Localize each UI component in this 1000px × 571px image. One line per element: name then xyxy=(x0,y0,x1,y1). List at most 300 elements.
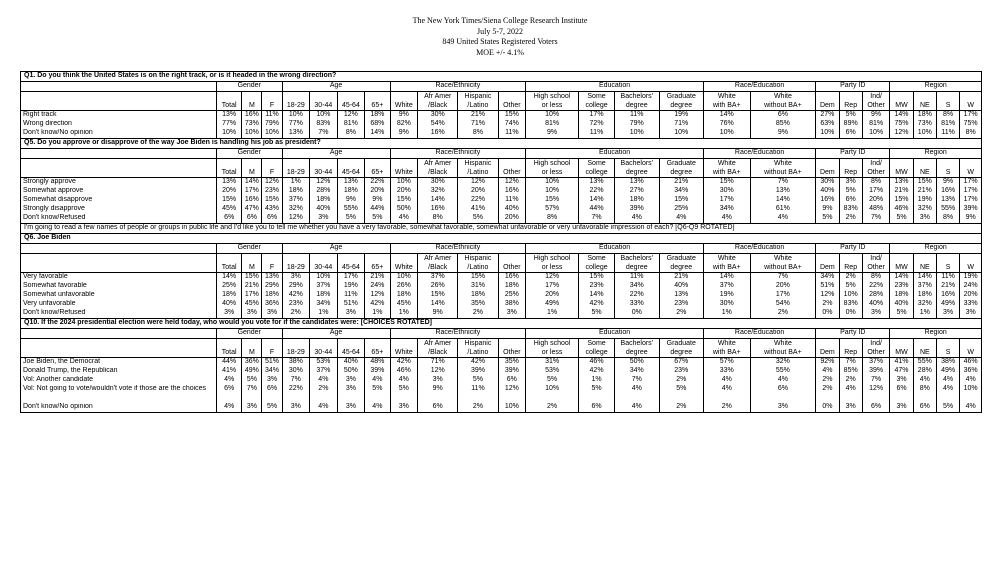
cell-value: 77% xyxy=(216,120,241,129)
cell-value: 4% xyxy=(390,376,418,385)
cell-value: 4% xyxy=(615,385,659,403)
cell-value: 15% xyxy=(579,273,615,283)
cell-value: 21% xyxy=(936,282,959,291)
cell-value: 33% xyxy=(960,300,982,309)
cell-value: 8% xyxy=(862,273,890,283)
cell-value: 12% xyxy=(458,178,498,188)
cell-value: 63% xyxy=(816,120,839,129)
column-header: Afr Amer /Black xyxy=(418,254,458,273)
cell-value: 17% xyxy=(703,196,750,205)
cell-value: 40% xyxy=(310,205,338,214)
cell-value: 27% xyxy=(816,111,839,121)
row-label: Don't know/No opinion xyxy=(21,129,217,139)
column-header: 18-29 xyxy=(282,339,310,358)
cell-value: 10% xyxy=(816,129,839,139)
cell-value: 40% xyxy=(659,282,703,291)
cell-value: 21% xyxy=(458,111,498,121)
group-header: Race/Education xyxy=(703,329,815,339)
cell-value: 22% xyxy=(579,187,615,196)
cell-value: 16% xyxy=(936,187,959,196)
cell-value: 29% xyxy=(262,282,282,291)
cell-value: 14% xyxy=(365,129,390,139)
row-label: Right track xyxy=(21,111,217,121)
cell-value: 14% xyxy=(703,273,750,283)
cell-value: 67% xyxy=(659,358,703,368)
cell-value: 18% xyxy=(458,291,498,300)
cell-value: 22% xyxy=(365,178,390,188)
cell-value: 10% xyxy=(703,129,750,139)
cell-value: 3% xyxy=(310,214,338,224)
cell-value: 9% xyxy=(365,196,390,205)
column-header: Other xyxy=(498,92,526,111)
cell-value: 21% xyxy=(242,282,262,291)
column-header: S xyxy=(936,159,959,178)
cell-value: 15% xyxy=(913,178,936,188)
cell-value: 2% xyxy=(526,403,579,413)
column-header: Other xyxy=(498,254,526,273)
cell-value: 53% xyxy=(310,358,338,368)
cell-value: 4% xyxy=(365,376,390,385)
cell-value: 31% xyxy=(458,282,498,291)
cell-value: 55% xyxy=(936,205,959,214)
cell-value: 4% xyxy=(936,376,959,385)
cell-value: 34% xyxy=(310,300,338,309)
column-header: 65+ xyxy=(365,159,390,178)
cell-value: 16% xyxy=(242,111,262,121)
column-header: Total xyxy=(216,339,241,358)
column-header: High school or less xyxy=(526,339,579,358)
table-row xyxy=(21,111,982,121)
cell-value: 14% xyxy=(703,111,750,121)
cell-value: 21% xyxy=(659,273,703,283)
label-header-blank xyxy=(21,244,217,254)
cell-value: 15% xyxy=(659,196,703,205)
cell-value: 81% xyxy=(936,120,959,129)
cell-value: 57% xyxy=(703,358,750,368)
cell-value: 7% xyxy=(579,214,615,224)
cell-value: 5% xyxy=(839,282,862,291)
cell-value: 3% xyxy=(242,403,262,413)
cell-value: 3% xyxy=(839,403,862,413)
cell-value: 1% xyxy=(365,309,390,319)
cell-value: 10% xyxy=(526,111,579,121)
cell-value: 4% xyxy=(615,214,659,224)
cell-value: 6% xyxy=(216,385,241,403)
cell-value: 10% xyxy=(216,129,241,139)
cell-value: 3% xyxy=(242,309,262,319)
crosstab-table xyxy=(20,71,982,413)
cell-value: 72% xyxy=(579,120,615,129)
column-header: Some college xyxy=(579,159,615,178)
cell-value: 40% xyxy=(498,205,526,214)
cell-value: 30% xyxy=(703,300,750,309)
cell-value: 7% xyxy=(615,376,659,385)
cell-value: 22% xyxy=(615,291,659,300)
cell-value: 44% xyxy=(216,358,241,368)
cell-value: 42% xyxy=(365,300,390,309)
column-header: Rep xyxy=(839,339,862,358)
column-header: Other xyxy=(498,339,526,358)
cell-value: 36% xyxy=(262,300,282,309)
cell-value: 18% xyxy=(390,291,418,300)
cell-value: 9% xyxy=(526,129,579,139)
cell-value: 17% xyxy=(579,111,615,121)
cell-value: 10% xyxy=(839,291,862,300)
column-header: Hispanic /Latino xyxy=(458,254,498,273)
cell-value: 10% xyxy=(310,273,338,283)
question-row xyxy=(21,234,982,244)
cell-value: 17% xyxy=(960,187,982,196)
cell-value: 22% xyxy=(282,385,310,403)
cell-value: 37% xyxy=(913,282,936,291)
cell-value: 31% xyxy=(526,358,579,368)
cell-value: 37% xyxy=(418,273,458,283)
cell-value: 13% xyxy=(936,196,959,205)
cell-value: 10% xyxy=(960,385,982,403)
cell-value: 22% xyxy=(458,196,498,205)
column-header: W xyxy=(960,339,982,358)
group-header: Party ID xyxy=(816,82,890,92)
row-label: Very unfavorable xyxy=(21,300,217,309)
cell-value: 41% xyxy=(458,205,498,214)
cell-value: 21% xyxy=(659,178,703,188)
cell-value: 57% xyxy=(526,205,579,214)
cell-value: 50% xyxy=(390,205,418,214)
cell-value: 14% xyxy=(890,273,913,283)
column-header: F xyxy=(262,339,282,358)
cell-value: 6% xyxy=(262,385,282,403)
cell-value: 5% xyxy=(579,385,615,403)
column-header: High school or less xyxy=(526,92,579,111)
cell-value: 46% xyxy=(579,358,615,368)
column-header: Bachelors' degree xyxy=(615,339,659,358)
cell-value: 42% xyxy=(458,358,498,368)
column-header: White without BA+ xyxy=(750,254,816,273)
cell-value: 35% xyxy=(458,300,498,309)
cell-value: 2% xyxy=(282,309,310,319)
cell-value: 73% xyxy=(242,120,262,129)
column-header: S xyxy=(936,92,959,111)
cell-value: 1% xyxy=(282,178,310,188)
label-header-blank xyxy=(21,329,217,339)
cell-value: 10% xyxy=(526,187,579,196)
cell-value: 27% xyxy=(615,187,659,196)
column-header: High school or less xyxy=(526,254,579,273)
cell-value: 2% xyxy=(750,309,816,319)
row-label: Donald Trump, the Republican xyxy=(21,367,217,376)
cell-value: 49% xyxy=(936,367,959,376)
cell-value: 7% xyxy=(310,129,338,139)
cell-value: 21% xyxy=(365,273,390,283)
cell-value: 33% xyxy=(615,300,659,309)
cell-value: 3% xyxy=(216,309,241,319)
table-row xyxy=(21,385,982,403)
cell-value: 40% xyxy=(862,300,890,309)
column-header: 18-29 xyxy=(282,159,310,178)
cell-value: 14% xyxy=(913,273,936,283)
cell-value: 8% xyxy=(526,214,579,224)
cell-value: 1% xyxy=(390,309,418,319)
cell-value: 3% xyxy=(862,309,890,319)
cell-value: 11% xyxy=(615,111,659,121)
cell-value: 83% xyxy=(839,205,862,214)
cell-value: 36% xyxy=(960,367,982,376)
cell-value: 49% xyxy=(936,300,959,309)
column-header: Total xyxy=(216,159,241,178)
cell-value: 22% xyxy=(862,282,890,291)
cell-value: 76% xyxy=(703,120,750,129)
cell-value: 38% xyxy=(498,300,526,309)
cell-value: 3% xyxy=(890,403,913,413)
column-header: Some college xyxy=(579,92,615,111)
table-row xyxy=(21,282,982,291)
column-header: Dem xyxy=(816,254,839,273)
group-header-row xyxy=(21,329,982,339)
cell-value: 82% xyxy=(390,120,418,129)
column-header: 30-44 xyxy=(310,159,338,178)
row-label: Strongly disapprove xyxy=(21,205,217,214)
cell-value: 4% xyxy=(703,214,750,224)
cell-value: 10% xyxy=(615,129,659,139)
column-header: S xyxy=(936,254,959,273)
column-header: 65+ xyxy=(365,254,390,273)
cell-value: 12% xyxy=(498,385,526,403)
cell-value: 2% xyxy=(839,214,862,224)
column-header: White xyxy=(390,159,418,178)
cell-value: 5% xyxy=(262,403,282,413)
cell-value: 4% xyxy=(750,376,816,385)
cell-value: 38% xyxy=(282,358,310,368)
column-header: Graduate degree xyxy=(659,254,703,273)
cell-value: 3% xyxy=(337,385,365,403)
column-header: M xyxy=(242,159,262,178)
cell-value: 15% xyxy=(390,196,418,205)
cell-value: 6% xyxy=(242,214,262,224)
row-label: Somewhat disapprove xyxy=(21,196,217,205)
cell-value: 81% xyxy=(862,120,890,129)
question-row-text: Q1. Do you think the United States is on the right track, or is it headed in the wrong direction? xyxy=(21,72,982,82)
cell-value: 3% xyxy=(282,273,310,283)
column-header: 45-64 xyxy=(337,254,365,273)
column-header: W xyxy=(960,159,982,178)
column-header: White with BA+ xyxy=(703,254,750,273)
column-header: NE xyxy=(913,92,936,111)
cell-value: 10% xyxy=(862,129,890,139)
cell-value: 50% xyxy=(615,358,659,368)
question-row-text: Q5. Do you approve or disapprove of the way Joe Biden is handling his job as president? xyxy=(21,139,982,149)
cell-value: 10% xyxy=(498,403,526,413)
cell-value: 2% xyxy=(816,376,839,385)
group-header-row xyxy=(21,244,982,254)
cell-value: 1% xyxy=(579,376,615,385)
cell-value: 17% xyxy=(242,187,262,196)
cell-value: 2% xyxy=(816,385,839,403)
cell-value: 11% xyxy=(579,129,615,139)
cell-value: 18% xyxy=(310,196,338,205)
column-header: White without BA+ xyxy=(750,339,816,358)
group-header: Gender xyxy=(216,149,282,159)
cell-value: 6% xyxy=(750,385,816,403)
column-header: White without BA+ xyxy=(750,159,816,178)
cell-value: 10% xyxy=(390,178,418,188)
cell-value: 41% xyxy=(890,358,913,368)
group-header: Region xyxy=(890,329,982,339)
cell-value: 23% xyxy=(282,300,310,309)
cell-value: 7% xyxy=(839,358,862,368)
label-header-blank xyxy=(21,149,217,159)
column-header: Graduate degree xyxy=(659,339,703,358)
column-header: MW xyxy=(890,159,913,178)
cell-value: 5% xyxy=(936,403,959,413)
column-header: Rep xyxy=(839,159,862,178)
cell-value: 17% xyxy=(337,273,365,283)
cell-value: 3% xyxy=(960,309,982,319)
cell-value: 39% xyxy=(862,367,890,376)
column-header: W xyxy=(960,92,982,111)
table-row xyxy=(21,187,982,196)
cell-value: 3% xyxy=(262,309,282,319)
cell-value: 14% xyxy=(418,196,458,205)
cell-value: 81% xyxy=(337,120,365,129)
table-row xyxy=(21,205,982,214)
cell-value: 6% xyxy=(579,403,615,413)
group-header: Region xyxy=(890,82,982,92)
column-header: 30-44 xyxy=(310,339,338,358)
cell-value: 6% xyxy=(498,376,526,385)
group-header: Gender xyxy=(216,244,282,254)
cell-value: 8% xyxy=(862,178,890,188)
cell-value: 6% xyxy=(890,385,913,403)
cell-value: 19% xyxy=(659,111,703,121)
cell-value: 20% xyxy=(216,187,241,196)
cell-value: 16% xyxy=(936,291,959,300)
cell-value: 45% xyxy=(242,300,262,309)
cell-value: 13% xyxy=(216,111,241,121)
cell-value: 21% xyxy=(890,187,913,196)
group-header: Party ID xyxy=(816,329,890,339)
cell-value: 0% xyxy=(615,309,659,319)
poll-title: The New York Times/Siena College Research Institute xyxy=(412,16,588,25)
cell-value: 42% xyxy=(390,358,418,368)
cell-value: 34% xyxy=(615,282,659,291)
cell-value: 12% xyxy=(282,214,310,224)
column-header: 18-29 xyxy=(282,254,310,273)
group-header: Age xyxy=(282,149,390,159)
cell-value: 3% xyxy=(936,309,959,319)
column-header: F xyxy=(262,254,282,273)
cell-value: 11% xyxy=(498,129,526,139)
cell-value: 15% xyxy=(418,291,458,300)
cell-value: 8% xyxy=(960,129,982,139)
row-label: Somewhat favorable xyxy=(21,282,217,291)
cell-value: 11% xyxy=(262,111,282,121)
cell-value: 54% xyxy=(750,300,816,309)
column-header: F xyxy=(262,159,282,178)
cell-value: 19% xyxy=(913,196,936,205)
table-row xyxy=(21,120,982,129)
cell-value: 4% xyxy=(216,376,241,385)
group-header: Race/Ethnicity xyxy=(390,244,526,254)
column-header: M xyxy=(242,92,262,111)
cell-value: 7% xyxy=(242,385,262,403)
row-label: Somewhat unfavorable xyxy=(21,291,217,300)
cell-value: 83% xyxy=(310,120,338,129)
cell-value: 46% xyxy=(960,358,982,368)
cell-value: 37% xyxy=(862,358,890,368)
cell-value: 9% xyxy=(750,129,816,139)
cell-value: 13% xyxy=(262,273,282,283)
cell-value: 11% xyxy=(458,385,498,403)
group-header: Race/Education xyxy=(703,149,815,159)
column-header: Rep xyxy=(839,254,862,273)
cell-value: 85% xyxy=(839,367,862,376)
cell-value: 4% xyxy=(816,367,839,376)
column-header: Total xyxy=(216,254,241,273)
document-header xyxy=(0,0,1000,58)
cell-value: 4% xyxy=(310,403,338,413)
cell-value: 23% xyxy=(659,300,703,309)
column-header: 65+ xyxy=(365,339,390,358)
cell-value: 5% xyxy=(390,385,418,403)
cell-value: 18% xyxy=(310,291,338,300)
column-header: White with BA+ xyxy=(703,339,750,358)
cell-value: 14% xyxy=(418,300,458,309)
cell-value: 34% xyxy=(816,273,839,283)
group-header-row xyxy=(21,149,982,159)
group-header: Gender xyxy=(216,82,282,92)
cell-value: 26% xyxy=(390,282,418,291)
intro-text xyxy=(21,224,982,234)
cell-value: 46% xyxy=(890,205,913,214)
cell-value: 18% xyxy=(216,291,241,300)
cell-value: 20% xyxy=(498,214,526,224)
cell-value: 6% xyxy=(839,196,862,205)
cell-value: 14% xyxy=(579,291,615,300)
cell-value: 2% xyxy=(839,376,862,385)
row-label: Very favorable xyxy=(21,273,217,283)
cell-value: 13% xyxy=(615,178,659,188)
cell-value: 6% xyxy=(862,403,890,413)
row-label: Wrong direction xyxy=(21,120,217,129)
column-header: 65+ xyxy=(365,92,390,111)
column-header: Graduate degree xyxy=(659,92,703,111)
cell-value: 1% xyxy=(310,309,338,319)
cell-value: 45% xyxy=(216,205,241,214)
cell-value: 85% xyxy=(750,120,816,129)
column-header: Ind/ Other xyxy=(862,339,890,358)
cell-value: 71% xyxy=(458,120,498,129)
cell-value: 18% xyxy=(890,291,913,300)
cell-value: 18% xyxy=(282,187,310,196)
cell-value: 7% xyxy=(282,376,310,385)
cell-value: 40% xyxy=(216,300,241,309)
cell-value: 53% xyxy=(526,367,579,376)
cell-value: 46% xyxy=(390,367,418,376)
cell-value: 4% xyxy=(615,403,659,413)
column-header: 45-64 xyxy=(337,339,365,358)
cell-value: 9% xyxy=(960,214,982,224)
cell-value: 37% xyxy=(310,367,338,376)
cell-value: 30% xyxy=(418,111,458,121)
cell-value: 35% xyxy=(498,358,526,368)
cell-value: 13% xyxy=(216,178,241,188)
question-row xyxy=(21,319,982,329)
cell-value: 2% xyxy=(703,403,750,413)
column-header: White without BA+ xyxy=(750,92,816,111)
cell-value: 12% xyxy=(890,129,913,139)
group-header: Education xyxy=(526,329,704,339)
cell-value: 50% xyxy=(337,367,365,376)
